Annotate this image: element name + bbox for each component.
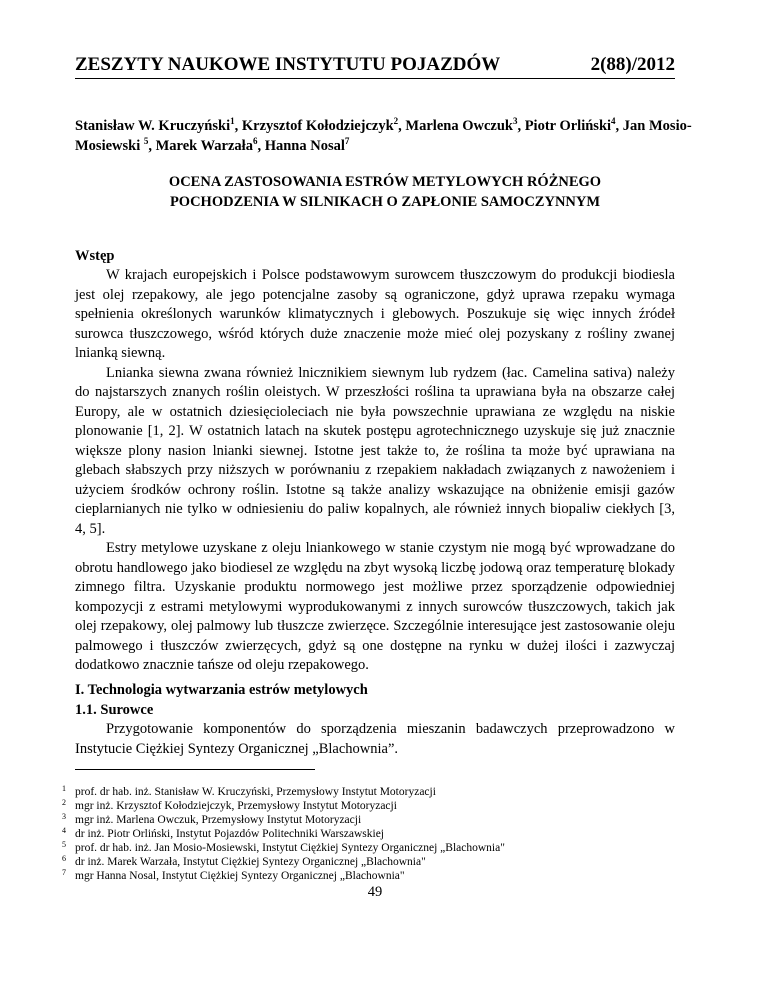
footnote-text: prof. dr hab. inż. Jan Mosio-Mosiewski, Instytut Ciężkiej Syntezy Organicznej „Blachownia": [75, 842, 505, 854]
author-footnote-mark: 3: [512, 116, 518, 127]
author-name: Hanna Nosal: [264, 138, 345, 154]
author-footnote-mark: 1: [230, 116, 235, 127]
author-footnote-mark: 6: [252, 136, 258, 147]
author-name: Marlena Owczuk: [405, 118, 513, 134]
author-separator: ,: [148, 138, 156, 154]
author-list: [75, 116, 695, 156]
author-name: Piotr Orliński: [524, 118, 612, 134]
footnote-number: 5: [62, 840, 66, 849]
footnote-text: mgr inż. Marlena Owczuk, Przemysłowy Instytut Motoryzacji: [75, 814, 362, 826]
footnote-text: dr inż. Piotr Orliński, Instytut Pojazdów Politechniki Warszawskiej: [75, 828, 385, 840]
footnote: [62, 869, 702, 883]
footnote: [62, 813, 702, 827]
section-body: [75, 720, 675, 759]
paragraph: Lnianka siewna zwana również lnicznikiem siewnym lub rydzem (łac. Camelina sativa) należy do najstarszych znanych roślin oleistych. W przeszłości roślina ta uprawiana była na obszarze całej Europy, ale w ostatnich dziesięcioleciach nie była powszechnie uprawiana ze względu na niskie plonowanie [1, 2]. W ostatnich latach na skutek postępu agrotechnicznego uzyskuje się już znacznie większe plony nasion lnianki siewnej. Istotne jest także to, że roślina ta może być uprawiana na glebach słabszych przy niższych w porównaniu z rzepakiem nakładach związanych z nawożeniem i użyciem środków ochrony roślin. Istotne są także analizy wskazujące na obniżenie emisji gazów cieplarnianych nie tylko w odniesieniu do paliw kopalnych, ale również innych biopaliw ciekłych [3, 4, 5].: [75, 364, 675, 537]
section-heading-intro: Wstęp: [75, 248, 115, 264]
footnote: [62, 827, 702, 841]
issue-number: 2(88)/2012: [590, 54, 675, 75]
paper-title: [90, 172, 680, 212]
author-footnote-mark: 4: [611, 116, 616, 127]
author-separator: ,: [398, 118, 406, 134]
footnotes: [62, 785, 702, 883]
author-footnote-mark: 7: [344, 136, 350, 147]
paragraph: W krajach europejskich i Polsce podstawowym surowcem tłuszczowym do produkcji biodiesla jest olej rzepakowy, ale jego potencjalne zasoby są ograniczone, gdyż uprawa rzepaku wymaga spełnienia określonych warunków klimatycznych i glebowych. Poszukuje się więc innych źródeł surowca tłuszczowego, wśród których duże znaczenie może mieć olej pozyskany z rośliny zwanej lnianką siewną.: [75, 267, 675, 361]
footnote: [62, 799, 702, 813]
footnote-number: 4: [62, 826, 66, 835]
author-separator: ,: [615, 118, 623, 134]
author-name: Stanisław W. Kruczyński: [75, 118, 231, 134]
footnote-text: mgr inż. Krzysztof Kołodziejczyk, Przemysłowy Instytut Motoryzacji: [75, 800, 397, 812]
paper-title-line: POCHODZENIA W SILNIKACH O ZAPŁONIE SAMOCZYNNYM: [169, 194, 601, 210]
footnote: [62, 841, 702, 855]
journal-title: ZESZYTY NAUKOWE INSTYTUTU POJAZDÓW: [75, 54, 501, 75]
subsection-heading: 1.1. Surowce: [75, 702, 154, 718]
footnote-number: 7: [62, 868, 66, 877]
author-separator: ,: [257, 138, 265, 154]
author-name: Jan Mosio-Mosiewski: [75, 118, 692, 154]
footnote-text: dr inż. Marek Warzała, Instytut Ciężkiej Syntezy Organicznej „Blachownia": [75, 856, 426, 868]
footnote-number: 3: [62, 812, 66, 821]
paragraph: Estry metylowe uzyskane z oleju lniankowego w stanie czystym nie mogą być wprowadzane do obrotu handlowego jako biodiesel ze względu na zbyt wysoką liczbę jodową oraz temperaturę blokady zimnego filtra. Uzyskanie produktu normowego jest możliwe przez sporządzenie odpowiedniej kompozycji z estrami metylowymi wyprodukowanymi z innych surowców tłuszczowych, takich jak olej rzepakowy, olej palmowy lub tłuszcze zwierzęce. Szczególnie interesujące jest zastosowanie oleju palmowego i tłuszczów zwierzęcych, gdyż są one dostępne na rynku w dużej ilości i zazwyczaj dodatkowo znacznie tańsze od oleju rzepakowego.: [75, 540, 675, 673]
author-separator: ,: [517, 118, 525, 134]
footnote-separator: [75, 769, 315, 770]
paragraph: Przygotowanie komponentów do sporządzenia mieszanin badawczych przeprowadzono w Instytucie Ciężkiej Syntezy Organicznej „Blachownia”.: [75, 721, 675, 757]
author-footnote-mark: 2: [393, 116, 399, 127]
footnote-text: prof. dr hab. inż. Stanisław W. Kruczyński, Przemysłowy Instytut Motoryzacji: [75, 786, 436, 798]
paper-title-line: OCENA ZASTOSOWANIA ESTRÓW METYLOWYCH RÓŻNEGO: [168, 174, 602, 190]
author-separator: ,: [234, 118, 242, 134]
footnote-number: 6: [62, 854, 66, 863]
footnote: [62, 855, 702, 869]
footnote-number: 2: [62, 798, 66, 807]
section-heading: I. Technologia wytwarzania estrów metylowych: [75, 682, 368, 698]
author-name: Marek Warzała: [155, 138, 253, 154]
footnote-text: mgr Hanna Nosal, Instytut Ciężkiej Syntezy Organicznej „Blachownia": [75, 870, 405, 882]
intro-body: [75, 266, 675, 676]
author-name: Krzysztof Kołodziejczyk: [241, 118, 394, 134]
author-footnote-mark: 5: [143, 136, 149, 147]
footnote: [62, 785, 702, 799]
footnote-number: 1: [62, 784, 66, 793]
page-number: 49: [367, 884, 383, 900]
running-header: [75, 54, 675, 79]
